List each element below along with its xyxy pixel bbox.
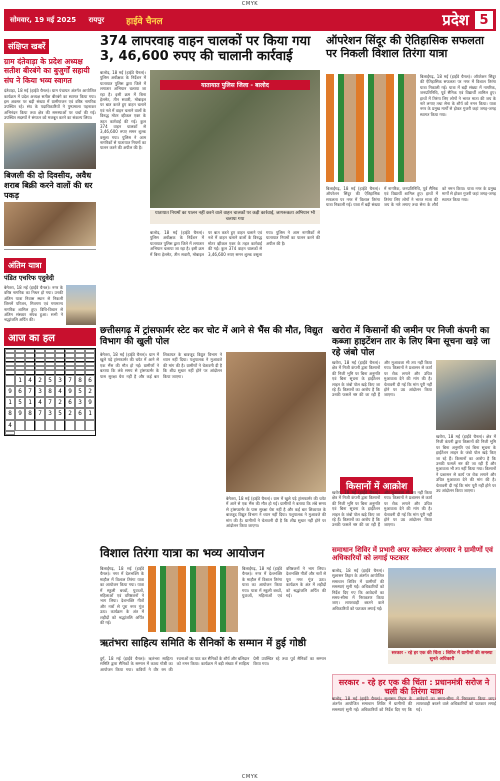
sudoku-cell: 4	[35, 397, 45, 408]
story2-text-cont: बिलाईगढ़, 18 मई (हाईवे चैनल)। ऑपरेशन सिंदूर की ऐतिहासिक सफलता पर नगर में विशाल तिरंगा यात्रा निकाली गई। यात्रा में बड़ी संख्या में नागरिक, जनप्रतिनिधि, पूर्व सैनिक एवं विद्यार्थी शामिल हुए। हाथों में तिरंगा लिए लोगों ने भारत माता की जय के नारे लगाए तथा सेना के शौर्य को नमन किया। यात्रा नगर के प्रमुख मार्गों से होकर गुजरी जहां जगह-जगह स्वागत किया गया।	[326, 186, 496, 208]
sudoku-cell	[75, 420, 85, 431]
brief2-headline: बिजली की दो दिवसीय, अवैध शराब बिक्री करने वालों की धर पकड़	[4, 171, 93, 200]
sudoku-cell: 8	[45, 386, 55, 397]
story4-tag: किसानों में आक्रोश	[340, 477, 413, 494]
section-title: प्रदेश	[442, 11, 469, 29]
sudoku-cell: 5	[55, 408, 65, 419]
sudoku-cell: 9	[5, 386, 15, 397]
story1-caption: यातायात नियमों का पालन नहीं करने वाले वाहन चालकों पर कड़ी कार्रवाई, जागरूकता अभियान भी चलाया गया	[150, 210, 320, 224]
main-area	[100, 34, 496, 769]
sudoku-cell: 8	[5, 408, 15, 419]
story8-text: बालोद, 18 मई (हाईवे चैनल)। सुशासन तिहार के अंतर्गत आयोजित समाधान शिविर में ग्रामीणों की समस्याएं सुनी गईं। अधिकारियों को निर्देश दिए गए कि आवेदनों का समय-सीमा में निराकरण किया जाए। लापरवाही बरतने वाले अधिकारियों को फटकार लगाई गई।	[332, 696, 496, 712]
print-registration-bottom: CMYK	[241, 774, 259, 780]
story5-text: बालोद, 18 मई (हाईवे चैनल)। सुशासन तिहार के अंतर्गत आयोजित समाधान शिविर में ग्रामीणों की समस्याएं सुनी गईं। अधिकारियों को निर्देश दिए गए कि आवेदनों का समय-सीमा में निराकरण किया जाए। लापरवाही बरतने वाले अधिकारियों को फटकार लगाई गई।	[332, 568, 384, 611]
story1-photo	[150, 70, 320, 208]
sudoku-cell: 2	[65, 408, 75, 419]
sudoku-cell: 7	[25, 386, 35, 397]
sudoku-cell: 6	[65, 397, 75, 408]
story2-headline: ऑपरेशन सिंदूर की ऐतिहासिक सफलता पर निकली विशाल तिरंगा यात्रा	[326, 34, 484, 61]
sudoku-cell	[5, 431, 15, 435]
story1	[100, 34, 320, 65]
story7-text: दुर्ग, 18 मई (हाईवे चैनल)। ऋतंभरा साहित्य समिति द्वारा सैनिकों के सम्मान में काव्य गोष्ठी का आयोजन किया गया। कवियों ने वीर रस की रचनाओं का पाठ कर सैनिकों के शौर्य और बलिदान को नमन किया। कार्यक्रम में बड़ी संख्या में साहित्य प्रेमी उपस्थित रहे तथा पूर्व सैनिकों का सम्मान किया गया।	[100, 656, 326, 672]
story1-headline: 374 लापरवाह वाहन चालकों पर किया गया 3, 46,600 रुपए की चालानी कार्रवाई	[100, 34, 311, 65]
sudoku-cell: 1	[25, 397, 35, 408]
story3-text-cont: बेमेतरा, 18 मई (हाईवे चैनल)। ग्राम में खुले पड़े ट्रांसफार्मर की चपेट में आने से एक भैंस की मौत हो गई। ग्रामीणों ने बताया कि लंबे समय से ट्रांसफार्मर के पास सुरक्षा घेरा नहीं है और कई बार शिकायत के बावजूद विद्युत विभाग ने ध्यान नहीं दिया। पशुपालक ने मुआवजे की मांग की है। ग्रामीणों ने चेतावनी दी है कि शीघ्र सुधार नहीं होने पर आंदोलन किया जाएगा।	[226, 496, 326, 528]
print-registration-top: CMYK	[241, 1, 259, 7]
sudoku-cell: 5	[75, 386, 85, 397]
story3-headline: छत्तीसगढ़ में ट्रांसफार्मर स्टेट कर चोट में आने से भैंस की मौत, विद्युत विभाग की खुली पोल	[100, 326, 323, 347]
sudoku-cell: 4	[25, 375, 35, 386]
sudoku-cell	[35, 420, 45, 431]
story1-body	[100, 70, 146, 260]
story3	[100, 326, 326, 348]
story6-photo	[148, 566, 238, 632]
sudoku-cell	[85, 420, 95, 431]
divider	[4, 249, 96, 250]
obituary-portrait	[66, 285, 96, 325]
sudoku-cell	[55, 420, 65, 431]
obituary-name: पंडित एचरिफ एदुवेदी	[4, 274, 54, 283]
story2	[326, 34, 496, 60]
story6-headline: विशाल तिरंगा यात्रा का भव्य आयोजन	[100, 546, 265, 560]
story2-photo	[326, 74, 416, 182]
newspaper-brand: हाईवे चैनल	[126, 16, 163, 27]
sudoku-cell: 3	[45, 408, 55, 419]
story8-caption: सरकार - रहे हर एक की चिंता : प्रधानमंत्री सरोज ने चली की तिरंगा यात्रा	[338, 678, 490, 697]
brief2-photo	[4, 202, 96, 246]
obituary-text: बेमेतरा, 18 मई (हाईवे चैनल)। नगर के वरिष्ठ नागरिक का निधन हो गया। उनकी अंतिम यात्रा निवास स्थान से निकली जिसमें परिजन, मित्रगण एवं गणमान्य नागरिक शामिल हुए। विधि-विधान से अंतिम संस्कार संपन्न हुआ। सभी ने श्रद्धांजलि अर्पित की।	[4, 285, 63, 323]
story4-photo	[436, 360, 496, 430]
sudoku-cell: 9	[15, 408, 25, 419]
sudoku-cell: 1	[5, 397, 15, 408]
story6-text: बिलाईगढ़, 18 मई (हाईवे चैनल)। नगर में देशभक्ति के माहौल में विशाल तिरंगा यात्रा का आयोजन किया गया। यात्रा में स्कूली बच्चों, युवाओं, महिलाओं एवं वरिष्ठजनों ने भाग लिया। देशभक्ति गीतों और नारों से पूरा नगर गूंज उठा। कार्यक्रम के अंत में शहीदों को श्रद्धांजलि अर्पित की गई।	[100, 566, 144, 625]
sudoku-cell	[15, 420, 25, 431]
briefs-badge: संक्षिप्त खबरें	[4, 39, 49, 54]
story1-photo-banner: यातायात पुलिस जिला - बालोद	[160, 80, 310, 90]
page-number: 5	[475, 11, 493, 29]
story4	[332, 326, 496, 358]
sudoku-cell: 6	[75, 408, 85, 419]
obituary-badge: अंतिम यात्रा	[4, 258, 46, 273]
sudoku-cell: 3	[55, 375, 65, 386]
story3-photo	[226, 352, 326, 492]
sudoku-cell: 9	[85, 397, 95, 408]
sudoku-cell: 2	[85, 386, 95, 397]
sudoku-cell: 6	[15, 386, 25, 397]
left-rail	[4, 34, 96, 769]
brief1-photo	[4, 123, 96, 169]
sudoku-cell: 1	[15, 375, 25, 386]
brief1-body: दंतेवाड़ा, 18 मई (हाईवे चैनल)। ग्राम पंचायत अंतर्गत आयोजित कार्यक्रम में प्रदेश अध्यक्ष सतीश बीरबंगे का स्वागत किया गया। इस अवसर पर बड़ी संख्या में ग्रामीणजन एवं वरिष्ठ नागरिक उपस्थित रहे। संघ के पदाधिकारियों ने पुष्पमाला पहनाकर अभिनंदन किया तथा क्षेत्र की समस्याओं पर चर्चा की गई। उपस्थित सदस्यों ने संगठन को मजबूत करने का संकल्प लिया।	[4, 88, 96, 121]
story2-text: बिलाईगढ़, 18 मई (हाईवे चैनल)। ऑपरेशन सिंदूर की ऐतिहासिक सफलता पर नगर में विशाल तिरंगा यात्रा निकाली गई। यात्रा में बड़ी संख्या में नागरिक, जनप्रतिनिधि, पूर्व सैनिक एवं विद्यार्थी शामिल हुए। हाथों में तिरंगा लिए लोगों ने भारत माता की जय के नारे लगाए तथा सेना के शौर्य को नमन किया। यात्रा नगर के प्रमुख मार्गों से होकर गुजरी जहां जगह-जगह स्वागत किया गया।	[420, 74, 496, 117]
story5	[332, 546, 496, 563]
issue-date: सोमवार, 19 मई 2025	[10, 15, 77, 24]
story7	[100, 638, 326, 650]
obituary-block	[4, 285, 96, 325]
masthead-meta	[4, 16, 114, 25]
story4-headline: खरोरा में किसानों की जमीन पर निजी कंपनी का कब्जा हाइटेंशन तार के लिए बिना सूचना खड़े जा रहे जंबो पोल	[332, 326, 490, 358]
sudoku-cell: 3	[75, 397, 85, 408]
sudoku-cell	[25, 420, 35, 431]
sudoku-cell: 2	[55, 397, 65, 408]
story6	[100, 546, 326, 560]
story5-photo	[388, 568, 496, 648]
story4-text-cont: खरोरा, 18 मई (हाईवे चैनल)। क्षेत्र में निजी कंपनी द्वारा किसानों की निजी भूमि पर बिना अनुमति एवं बिना सूचना के हाईटेंशन लाइन के जंबो पोल खड़े किए जा रहे हैं। किसानों का आरोप है कि उनकी फसलें नष्ट की जा रही हैं और मुआवजा भी तय नहीं किया गया। किसानों ने प्रशासन से कार्य पर रोक लगाने और उचित मुआवजा देने की मांग की है। चेतावनी दी गई कि मांग पूरी नहीं होने पर उग्र आंदोलन किया जाएगा।	[332, 490, 432, 528]
sudoku-cell: 8	[25, 408, 35, 419]
story1-text: बालोद, 18 मई (हाईवे चैनल)। पुलिस अधीक्षक के निर्देशन में यातायात पुलिस द्वारा जिले में लगातार अभियान चलाया जा रहा है। इसी क्रम में बिना हेलमेट, तीन सवारी, मोबाइल पर बात करते हुए वाहन चलाने एवं नशे में वाहन चलाने वालों के विरुद्ध मोटर व्हीकल एक्ट के तहत कार्रवाई की गई। कुल 374 वाहन चालकों से 3,46,600 रुपए समन शुल्क वसूला गया। पुलिस ने आम नागरिकों से यातायात नियमों का पालन करने की अपील की है।	[100, 70, 146, 151]
issue-city: रायपुर	[88, 15, 105, 24]
brief1-headline: ग्राम दंतेवाड़ा के प्रदेश अध्यक्ष सतीश बीरबंगे का बुजुर्गों सहायी संघ ने किया भव्य स्वागत	[4, 57, 90, 85]
sudoku-cell: 3	[35, 386, 45, 397]
story1-text-cont: बालोद, 18 मई (हाईवे चैनल)। पुलिस अधीक्षक के निर्देशन में यातायात पुलिस द्वारा जिले में लगातार अभियान चलाया जा रहा है। इसी क्रम में बिना हेलमेट, तीन सवारी, मोबाइल पर बात करते हुए वाहन चलाने एवं नशे में वाहन चलाने वालों के विरुद्ध मोटर व्हीकल एक्ट के तहत कार्रवाई की गई। कुल 374 वाहन चालकों से 3,46,600 रुपए समन शुल्क वसूला गया। पुलिस ने आम नागरिकों से यातायात नियमों का पालन करने की अपील की है।	[150, 230, 320, 257]
story5-headline: समाधान शिविर में प्रभारी अपर कलेक्टर अंगरवार ने ग्रामीणों एवं अधिकारियों को लगाई फटकार	[332, 546, 493, 563]
sudoku-title: आज का हल	[4, 328, 96, 346]
sudoku-cell: 2	[35, 375, 45, 386]
sudoku-cell: 7	[35, 408, 45, 419]
sudoku-cell	[5, 375, 15, 386]
sudoku-cell: 7	[45, 397, 55, 408]
story3-text: बेमेतरा, 18 मई (हाईवे चैनल)। ग्राम में खुले पड़े ट्रांसफार्मर की चपेट में आने से एक भैंस की मौत हो गई। ग्रामीणों ने बताया कि लंबे समय से ट्रांसफार्मर के पास सुरक्षा घेरा नहीं है और कई बार शिकायत के बावजूद विद्युत विभाग ने ध्यान नहीं दिया। पशुपालक ने मुआवजे की मांग की है। ग्रामीणों ने चेतावनी दी है कि शीघ्र सुधार नहीं होने पर आंदोलन किया जाएगा।	[100, 352, 222, 379]
sudoku-cell: 7	[65, 375, 75, 386]
sudoku-cell: 9	[65, 386, 75, 397]
sudoku-cell: 5	[15, 397, 25, 408]
story6-text-cont: बिलाईगढ़, 18 मई (हाईवे चैनल)। नगर में देशभक्ति के माहौल में विशाल तिरंगा यात्रा का आयोजन किया गया। यात्रा में स्कूली बच्चों, युवाओं, महिलाओं एवं वरिष्ठजनों ने भाग लिया। देशभक्ति गीतों और नारों से पूरा नगर गूंज उठा। कार्यक्रम के अंत में शहीदों को श्रद्धांजलि अर्पित की गई।	[242, 566, 326, 598]
story4-text-side: खरोरा, 18 मई (हाईवे चैनल)। क्षेत्र में निजी कंपनी द्वारा किसानों की निजी भूमि पर बिना अनुमति एवं बिना सूचना के हाईटेंशन लाइन के जंबो पोल खड़े किए जा रहे हैं। किसानों का आरोप है कि उनकी फसलें नष्ट की जा रही हैं और मुआवजा भी तय नहीं किया गया। किसानों ने प्रशासन से कार्य पर रोक लगाने और उचित मुआवजा देने की मांग की है। चेतावनी दी गई कि मांग पूरी नहीं होने पर उग्र आंदोलन किया जाएगा।	[436, 434, 496, 493]
sudoku-cell	[65, 420, 75, 431]
masthead	[4, 9, 496, 31]
sudoku-cell: 5	[45, 375, 55, 386]
sudoku-cell: 1	[85, 408, 95, 419]
sudoku-cell: 4	[5, 420, 15, 431]
story4-text: खरोरा, 18 मई (हाईवे चैनल)। क्षेत्र में निजी कंपनी द्वारा किसानों की निजी भूमि पर बिना अनुमति एवं बिना सूचना के हाईटेंशन लाइन के जंबो पोल खड़े किए जा रहे हैं। किसानों का आरोप है कि उनकी फसलें नष्ट की जा रही हैं और मुआवजा भी तय नहीं किया गया। किसानों ने प्रशासन से कार्य पर रोक लगाने और उचित मुआवजा देने की मांग की है। चेतावनी दी गई कि मांग पूरी नहीं होने पर उग्र आंदोलन किया जाएगा।	[332, 360, 432, 398]
sudoku-cell: 4	[55, 386, 65, 397]
sudoku-cell: 8	[75, 375, 85, 386]
sudoku-cell: 6	[85, 375, 95, 386]
story5-caption: सरकार - रहे हर एक की चिंता : शिविर में ग्रामीणों की समस्या सुनते अधिकारी	[388, 650, 496, 664]
sudoku-cell	[45, 420, 55, 431]
story7-headline: ऋतंभरा साहित्य समिति के सैनिकों के सम्मान में हुई गोष्ठी	[100, 638, 307, 649]
sudoku-grid	[4, 348, 96, 436]
